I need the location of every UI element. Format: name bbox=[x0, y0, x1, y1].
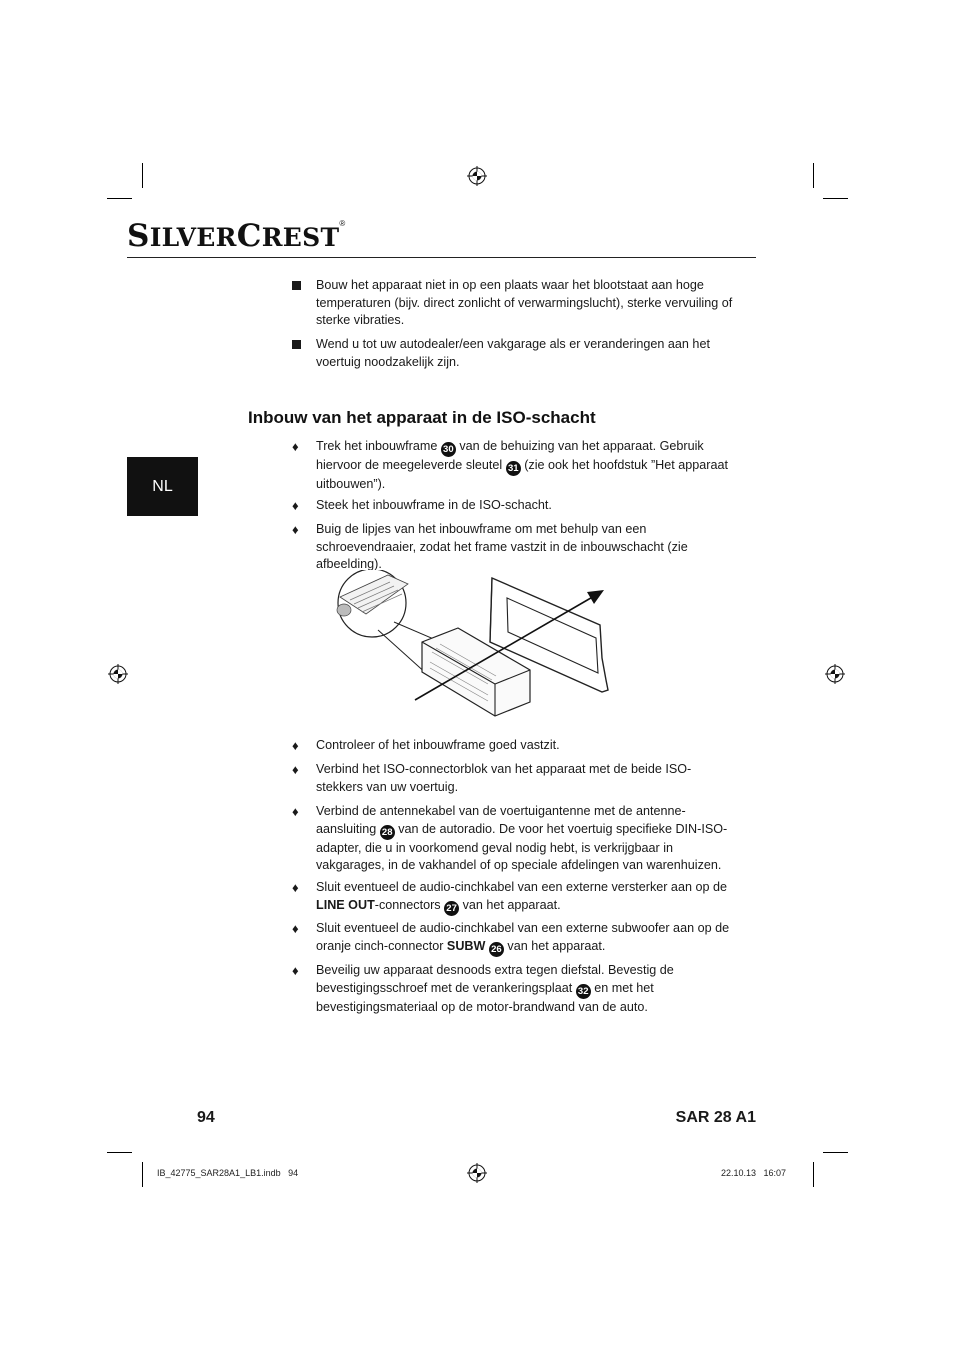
callout-number: 31 bbox=[506, 461, 521, 476]
crop-mark bbox=[142, 1162, 143, 1187]
list-item: ♦ Verbind de antennekabel van de voertuigantenne met de antenne-aansluiting 28 van de autoradio. De voor het voertuig specifieke DIN-ISO-adapter, die u in voorkomend geval nodig hebt, is verkrijgbaar in vakgarages, in de vakhandel of op speciale afdelingen van warenhuizen. bbox=[292, 804, 728, 872]
list-item: ♦ Controleer of het inbouwframe goed vastzit. bbox=[292, 738, 560, 753]
diamond-bullet-icon: ♦ bbox=[292, 921, 299, 936]
list-item: ♦ Beveilig uw apparaat desnoods extra tegen diefstal. Bevestig de bevestigingsschroef met de verankeringsplaat 32 en met het bevestigingsmateriaal op de motor-brandwand van de auto. bbox=[292, 963, 674, 1014]
list-item: ♦ Verbind het ISO-connectorblok van het apparaat met de beide ISO-stekkers van uw voertuig. bbox=[292, 762, 692, 794]
crop-mark bbox=[813, 1162, 814, 1187]
callout-number: 26 bbox=[489, 942, 504, 957]
section-title: Inbouw van het apparaat in de ISO-schacht bbox=[248, 408, 596, 427]
callout-number: 27 bbox=[444, 901, 459, 916]
crop-mark bbox=[823, 1152, 848, 1153]
callout-number: 32 bbox=[576, 984, 591, 999]
square-bullet-icon bbox=[292, 281, 301, 290]
diamond-bullet-icon: ♦ bbox=[292, 498, 299, 513]
installation-illustration bbox=[330, 570, 620, 720]
print-slug-date: 22.10.13 16:07 bbox=[721, 1168, 787, 1178]
diamond-bullet-icon: ♦ bbox=[292, 738, 299, 753]
diamond-bullet-icon: ♦ bbox=[292, 762, 299, 777]
registration-mark-icon bbox=[108, 664, 128, 684]
list-item: Bouw het apparaat niet in op een plaats waar het blootstaat aan hoge temperaturen (bijv. direct zonlicht of verwarmingslucht), sterke vervuiling of sterke vibraties. bbox=[292, 277, 737, 330]
diamond-bullet-icon: ♦ bbox=[292, 522, 299, 537]
header-rule bbox=[127, 257, 756, 258]
list-item: ♦ Steek het inbouwframe in de ISO-schacht. bbox=[292, 498, 552, 513]
list-item: ♦ Buig de lipjes van het inbouwframe om met behulp van een schroevendraaier, zodat het frame vastzit in de inbouwschacht (zie afbeelding). bbox=[292, 522, 688, 571]
print-slug-file: IB_42775_SAR28A1_LB1.indb 94 bbox=[157, 1168, 299, 1178]
callout-number: 28 bbox=[380, 825, 395, 840]
diamond-bullet-icon: ♦ bbox=[292, 804, 299, 819]
crop-mark bbox=[107, 1152, 132, 1153]
list-item: ♦ Sluit eventueel de audio-cinchkabel van een externe subwoofer aan op de oranje cinch-connector SUBW 26 van het apparaat. bbox=[292, 921, 730, 955]
crop-mark bbox=[142, 163, 143, 188]
list-item: Wend u tot uw autodealer/een vakgarage als er veranderingen aan het voertuig noodzakelijk zijn. bbox=[292, 336, 737, 371]
registration-mark-icon bbox=[825, 664, 845, 684]
silvercrest-logo: SILVERCREST® bbox=[127, 218, 346, 254]
crop-mark bbox=[813, 163, 814, 188]
diamond-bullet-icon: ♦ bbox=[292, 439, 299, 454]
diamond-bullet-icon: ♦ bbox=[292, 880, 299, 895]
page-number: 94 bbox=[197, 1109, 215, 1126]
diamond-bullet-icon: ♦ bbox=[292, 963, 299, 978]
list-item: ♦ Sluit eventueel de audio-cinchkabel van een externe versterker aan op de LINE OUT-connectors 27 van het apparaat. bbox=[292, 880, 727, 914]
language-tab: NL bbox=[127, 457, 198, 516]
registration-mark-icon bbox=[467, 1163, 487, 1183]
model-number: SAR 28 A1 bbox=[675, 1109, 756, 1126]
square-bullet-icon bbox=[292, 340, 301, 349]
registration-mark-icon bbox=[467, 166, 487, 186]
list-item: ♦ Trek het inbouwframe 30 van de behuizing van het apparaat. Gebruik hiervoor de meegeleverde sleutel 31 (zie ook het hoofdstuk ”Het apparaat uitbouwen”). bbox=[292, 439, 728, 491]
crop-mark bbox=[107, 198, 132, 199]
crop-mark bbox=[823, 198, 848, 199]
callout-number: 30 bbox=[441, 442, 456, 457]
